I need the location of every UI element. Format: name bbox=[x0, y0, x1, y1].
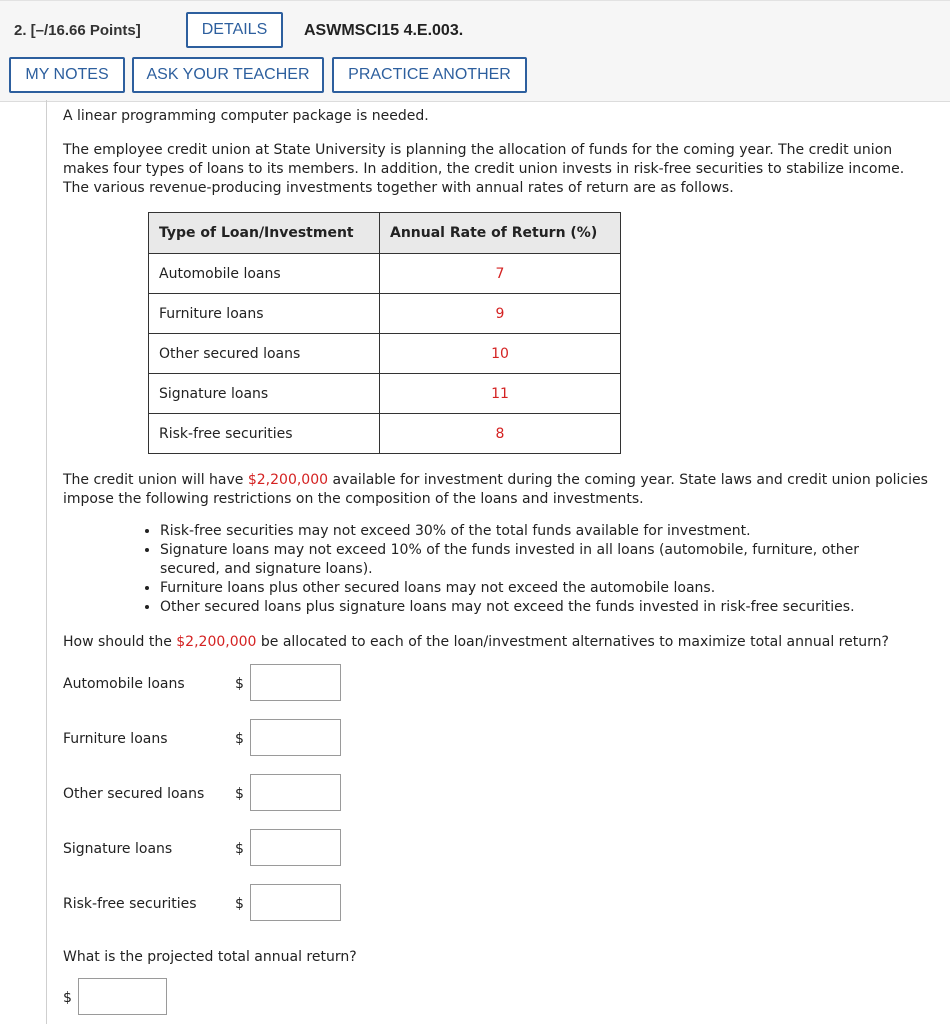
furniture-loans-input[interactable] bbox=[250, 719, 341, 756]
currency-symbol: $ bbox=[235, 841, 244, 857]
currency-symbol: $ bbox=[235, 676, 244, 692]
currency-symbol: $ bbox=[235, 896, 244, 912]
table-row bbox=[149, 254, 621, 294]
available-amount: $2,200,000 bbox=[247, 472, 329, 488]
list-item: • Risk-free securities may not exceed 30% of the total funds available for investment. bbox=[160, 522, 900, 541]
table-cell-type: Other secured loans bbox=[149, 334, 380, 374]
practice-another-button[interactable]: PRACTICE ANOTHER bbox=[332, 57, 527, 93]
question-header bbox=[0, 0, 950, 102]
currency-symbol: $ bbox=[63, 990, 72, 1006]
my-notes-button[interactable]: MY NOTES bbox=[9, 57, 125, 93]
left-rule bbox=[46, 100, 47, 1024]
signature-loans-input[interactable] bbox=[250, 829, 341, 866]
details-button[interactable]: DETAILS bbox=[186, 12, 283, 48]
table-cell-rate: 9 bbox=[380, 294, 621, 334]
restrictions-list bbox=[110, 522, 900, 617]
question-number: 2. [–/16.66 Points] bbox=[14, 22, 141, 39]
risk-free-securities-input[interactable] bbox=[250, 884, 341, 921]
answer-label-other-secured: Other secured loans bbox=[63, 786, 205, 802]
problem-paragraph-2 bbox=[63, 471, 933, 509]
ask-your-teacher-button[interactable]: ASK YOUR TEACHER bbox=[132, 57, 324, 93]
question-rest: be allocated to each of the loan/investment alternatives to maximize total annual return? bbox=[256, 634, 889, 650]
table-row bbox=[149, 414, 621, 454]
table-cell-rate: 10 bbox=[380, 334, 621, 374]
total-annual-return-input[interactable] bbox=[78, 978, 167, 1015]
allocation-question bbox=[63, 633, 938, 652]
answer-label-risk-free: Risk-free securities bbox=[63, 896, 197, 912]
automobile-loans-input[interactable] bbox=[250, 664, 341, 701]
question-lead: How should the bbox=[63, 634, 177, 650]
list-item: • Signature loans may not exceed 10% of the funds invested in all loans (automobile, furniture, other secured, and signature loans). bbox=[160, 541, 900, 579]
currency-symbol: $ bbox=[235, 731, 244, 747]
problem-intro: A linear programming computer package is needed. bbox=[63, 108, 429, 124]
table-row bbox=[149, 294, 621, 334]
table-header-rate: Annual Rate of Return (%) bbox=[380, 213, 621, 254]
list-item: • Other secured loans plus signature loans may not exceed the funds invested in risk-free securities. bbox=[160, 598, 900, 617]
paragraph-2-rest: available for investment during the coming year. State laws and credit union policies impose the following restrictions on the composition of the loans and investments. bbox=[63, 472, 928, 507]
problem-paragraph-1: The employee credit union at State University is planning the allocation of funds for the coming year. The credit union makes four types of loans to its members. In addition, the credit union invests in risk-free securities to stabilize income. The various revenue-producing investments together with annual rates of return are as follows. bbox=[63, 142, 905, 196]
table-cell-rate: 8 bbox=[380, 414, 621, 454]
answer-label-furniture: Furniture loans bbox=[63, 731, 168, 747]
paragraph-2-lead: The credit union will have bbox=[63, 472, 248, 488]
problem-code: ASWMSCI15 4.E.003. bbox=[304, 22, 464, 39]
table-cell-type: Furniture loans bbox=[149, 294, 380, 334]
list-item: • Furniture loans plus other secured loans may not exceed the automobile loans. bbox=[160, 579, 900, 598]
table-header-type: Type of Loan/Investment bbox=[149, 213, 380, 254]
question-amount: $2,200,000 bbox=[176, 634, 257, 650]
table-cell-rate: 7 bbox=[380, 254, 621, 294]
table-cell-type: Risk-free securities bbox=[149, 414, 380, 454]
table-row bbox=[149, 374, 621, 414]
rates-table bbox=[148, 212, 621, 454]
table-cell-type: Signature loans bbox=[149, 374, 380, 414]
table-cell-type: Automobile loans bbox=[149, 254, 380, 294]
total-return-question: What is the projected total annual return? bbox=[63, 949, 357, 965]
other-secured-loans-input[interactable] bbox=[250, 774, 341, 811]
answer-label-signature: Signature loans bbox=[63, 841, 173, 857]
answer-label-automobile: Automobile loans bbox=[63, 676, 185, 692]
table-cell-rate: 11 bbox=[380, 374, 621, 414]
table-row bbox=[149, 334, 621, 374]
currency-symbol: $ bbox=[235, 786, 244, 802]
